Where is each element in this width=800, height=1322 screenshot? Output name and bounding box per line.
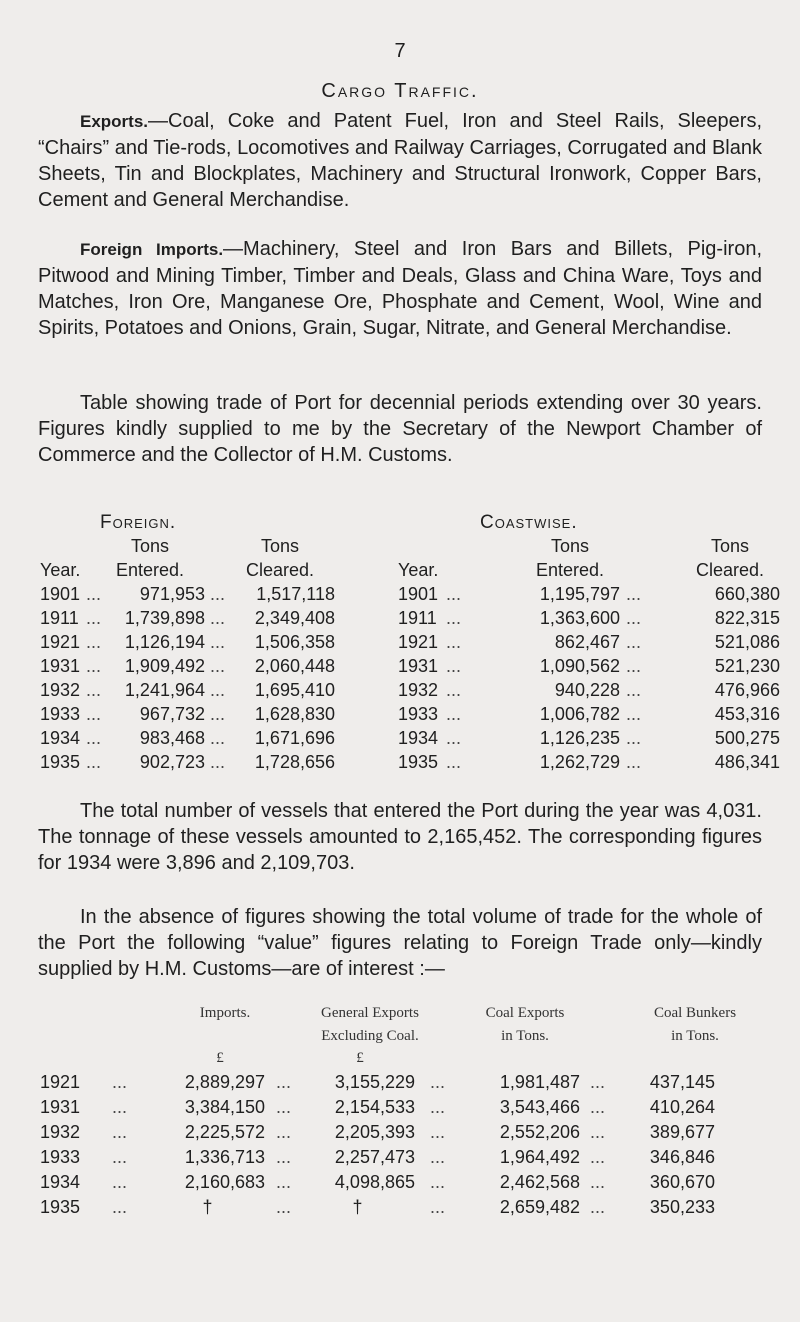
foreign-entered: 983,468 — [139, 728, 205, 748]
leader-dots: ... — [590, 1147, 606, 1167]
foreign-year: 1901 — [40, 584, 81, 604]
leader-dots: ... — [210, 584, 226, 604]
leader-dots: ... — [446, 728, 462, 748]
leader-dots: ... — [86, 632, 102, 652]
imports-header: Imports. — [199, 1005, 251, 1021]
leader-dots: ... — [210, 632, 226, 652]
foreign-entered: 1,739,898 — [124, 608, 205, 628]
imports-lead: Foreign Imports. — [80, 240, 224, 259]
foreign-entered-tons: Tons — [130, 536, 170, 556]
page-number: 7 — [394, 40, 406, 62]
gen-exports-value: † — [352, 1197, 363, 1217]
leader-dots: ... — [446, 584, 462, 604]
leader-dots: ... — [86, 704, 102, 724]
imports-value: 1,336,713 — [184, 1147, 265, 1167]
imports-paragraph — [38, 236, 762, 341]
foreign-year: 1931 — [40, 656, 81, 676]
coastwise-entered: 1,126,235 — [539, 728, 620, 748]
foreign-entered: 971,953 — [139, 584, 205, 604]
gen-exports-value: 3,155,229 — [334, 1072, 415, 1092]
coastwise-cleared: 500,275 — [714, 728, 780, 748]
leader-dots: ... — [590, 1097, 606, 1117]
value-year: 1932 — [40, 1122, 81, 1142]
leader-dots: ... — [626, 656, 642, 676]
foreign-entered: 967,732 — [139, 704, 205, 724]
coal-bunkers-value: 437,145 — [649, 1072, 715, 1092]
leader-dots: ... — [86, 680, 102, 700]
leader-dots: ... — [112, 1197, 128, 1217]
coastwise-cleared: 453,316 — [714, 704, 780, 724]
coastwise-entered-tons: Tons — [550, 536, 590, 556]
coastwise-entered: 862,467 — [554, 632, 620, 652]
leader-dots: ... — [430, 1197, 446, 1217]
coal-exports-value: 2,462,568 — [499, 1172, 580, 1192]
leader-dots: ... — [626, 584, 642, 604]
leader-dots: ... — [626, 752, 642, 772]
foreign-cleared-header: Cleared. — [245, 560, 315, 580]
foreign-entered-header: Entered. — [115, 560, 185, 580]
leader-dots: ... — [430, 1122, 446, 1142]
value-year: 1933 — [40, 1147, 81, 1167]
leader-dots: ... — [276, 1097, 292, 1117]
leader-dots: ... — [626, 704, 642, 724]
foreign-year-header: Year. — [40, 560, 81, 580]
leader-dots: ... — [590, 1197, 606, 1217]
leader-dots: ... — [210, 752, 226, 772]
leader-dots: ... — [446, 608, 462, 628]
foreign-year: 1933 — [40, 704, 81, 724]
value-year: 1934 — [40, 1172, 81, 1192]
leader-dots: ... — [210, 608, 226, 628]
gen-exports-header-2: Excluding Coal. — [321, 1028, 419, 1044]
coastwise-year: 1933 — [398, 704, 439, 724]
leader-dots: ... — [86, 608, 102, 628]
coastwise-year: 1932 — [398, 680, 439, 700]
coastwise-entered: 1,363,600 — [539, 608, 620, 628]
coal-exports-value: 2,659,482 — [499, 1197, 580, 1217]
leader-dots: ... — [276, 1172, 292, 1192]
leader-dots: ... — [446, 704, 462, 724]
coastwise-cleared: 660,380 — [714, 584, 780, 604]
coastwise-year-header: Year. — [398, 560, 439, 580]
leader-dots: ... — [626, 632, 642, 652]
imports-text: —Machinery, Steel and Iron Bars and Billets, Pig-iron, Pitwood and Mining Timber, Timber and Deals, Glass and China Ware, Toys and Matches, Iron Ore, Manganese Ore, Phosphate and Cement, Wool, Wine and Spirits, Potatoes and Onions, Grain, Sugar, Nitrate, and General Merchandise. — [38, 238, 762, 339]
coastwise-year: 1901 — [398, 584, 439, 604]
leader-dots: ... — [430, 1072, 446, 1092]
coal-bunkers-value: 360,670 — [649, 1172, 715, 1192]
leader-dots: ... — [276, 1122, 292, 1142]
foreign-year: 1932 — [40, 680, 81, 700]
coastwise-cleared-tons: Tons — [710, 536, 750, 556]
coastwise-year: 1911 — [398, 608, 437, 628]
leader-dots: ... — [626, 680, 642, 700]
imports-currency: £ — [216, 1050, 224, 1066]
page-title: Cargo Traffic. — [321, 80, 479, 102]
coal-exports-value: 3,543,466 — [499, 1097, 580, 1117]
value-year: 1931 — [40, 1097, 81, 1117]
table-intro: Table showing trade of Port for decennial periods extending over 30 years. Figures kindly supplied to me by the Secretary of the Newport Chamber of Commerce and the Collector of H.M. Customs. — [38, 392, 762, 466]
foreign-cleared: 1,517,118 — [256, 584, 335, 604]
foreign-year: 1935 — [40, 752, 81, 772]
coal-exports-value: 1,964,492 — [499, 1147, 580, 1167]
foreign-year: 1934 — [40, 728, 81, 748]
coal-bunkers-header-2: in Tons. — [671, 1028, 719, 1044]
coastwise-cleared: 521,086 — [714, 632, 780, 652]
leader-dots: ... — [86, 656, 102, 676]
foreign-label: Foreign. — [100, 512, 177, 533]
leader-dots: ... — [276, 1072, 292, 1092]
imports-value: 2,160,683 — [184, 1172, 265, 1192]
gen-exports-currency: £ — [356, 1050, 364, 1066]
foreign-entered: 1,241,964 — [124, 680, 205, 700]
value-year: 1921 — [40, 1072, 81, 1092]
imports-value: 2,889,297 — [184, 1072, 265, 1092]
coal-bunkers-value: 410,264 — [649, 1097, 715, 1117]
coastwise-year: 1934 — [398, 728, 439, 748]
coastwise-entered: 1,195,797 — [539, 584, 620, 604]
coastwise-entered: 1,006,782 — [539, 704, 620, 724]
foreign-year: 1921 — [40, 632, 81, 652]
coastwise-cleared: 486,341 — [714, 752, 780, 772]
coastwise-year: 1935 — [398, 752, 439, 772]
gen-exports-value: 2,205,393 — [334, 1122, 415, 1142]
leader-dots: ... — [112, 1147, 128, 1167]
exports-paragraph — [38, 108, 762, 213]
leader-dots: ... — [112, 1122, 128, 1142]
leader-dots: ... — [112, 1172, 128, 1192]
leader-dots: ... — [430, 1172, 446, 1192]
foreign-cleared: 2,349,408 — [254, 608, 335, 628]
leader-dots: ... — [210, 656, 226, 676]
coastwise-cleared: 476,966 — [714, 680, 780, 700]
exports-text: —Coal, Coke and Patent Fuel, Iron and Steel Rails, Sleepers, “Chairs” and Tie-rods, Locomotives and Railway Carriages, Corrugated and Blank Sheets, Tin and Blockplates, Machinery and Structural Ironwork, Copper Bars, Cement and General Merchandise. — [38, 110, 762, 211]
coal-bunkers-value: 346,846 — [649, 1147, 715, 1167]
leader-dots: ... — [86, 752, 102, 772]
imports-value: † — [202, 1197, 213, 1217]
gen-exports-value: 2,257,473 — [334, 1147, 415, 1167]
leader-dots: ... — [210, 704, 226, 724]
coal-exports-value: 2,552,206 — [499, 1122, 580, 1142]
leader-dots: ... — [276, 1197, 292, 1217]
foreign-year: 1911 — [40, 608, 79, 628]
coal-bunkers-value: 350,233 — [649, 1197, 715, 1217]
leader-dots: ... — [430, 1097, 446, 1117]
coal-exports-value: 1,981,487 — [499, 1072, 580, 1092]
leader-dots: ... — [626, 728, 642, 748]
leader-dots: ... — [446, 632, 462, 652]
coastwise-entered-header: Entered. — [535, 560, 605, 580]
coastwise-cleared: 822,315 — [714, 608, 780, 628]
coal-bunkers-value: 389,677 — [649, 1122, 715, 1142]
coastwise-year: 1931 — [398, 656, 439, 676]
leader-dots: ... — [276, 1147, 292, 1167]
foreign-cleared: 1,695,410 — [254, 680, 335, 700]
foreign-cleared: 1,506,358 — [254, 632, 335, 652]
coastwise-year: 1921 — [398, 632, 439, 652]
leader-dots: ... — [446, 680, 462, 700]
foreign-cleared-tons: Tons — [260, 536, 300, 556]
foreign-entered: 902,723 — [139, 752, 205, 772]
foreign-cleared: 1,671,696 — [254, 728, 335, 748]
leader-dots: ... — [446, 656, 462, 676]
foreign-cleared: 1,628,830 — [254, 704, 335, 724]
leader-dots: ... — [446, 752, 462, 772]
leader-dots: ... — [626, 608, 642, 628]
coastwise-entered: 1,090,562 — [539, 656, 620, 676]
leader-dots: ... — [590, 1172, 606, 1192]
leader-dots: ... — [210, 728, 226, 748]
gen-exports-value: 2,154,533 — [334, 1097, 415, 1117]
foreign-entered: 1,909,492 — [124, 656, 205, 676]
gen-exports-value: 4,098,865 — [334, 1172, 415, 1192]
coal-bunkers-header-1: Coal Bunkers — [653, 1005, 737, 1021]
coal-exports-header-2: in Tons. — [501, 1028, 549, 1044]
coal-exports-header-1: Coal Exports — [485, 1005, 565, 1021]
coastwise-label: Coastwise. — [480, 512, 578, 533]
value-year: 1935 — [40, 1197, 81, 1217]
gen-exports-header-1: General Exports — [321, 1005, 419, 1021]
leader-dots: ... — [590, 1072, 606, 1092]
leader-dots: ... — [590, 1122, 606, 1142]
leader-dots: ... — [86, 584, 102, 604]
coastwise-entered: 1,262,729 — [539, 752, 620, 772]
imports-value: 2,225,572 — [184, 1122, 265, 1142]
leader-dots: ... — [86, 728, 102, 748]
leader-dots: ... — [210, 680, 226, 700]
foreign-cleared: 2,060,448 — [254, 656, 335, 676]
foreign-cleared: 1,728,656 — [254, 752, 335, 772]
leader-dots: ... — [430, 1147, 446, 1167]
exports-lead: Exports. — [80, 112, 149, 131]
imports-value: 3,384,150 — [184, 1097, 265, 1117]
coastwise-entered: 940,228 — [554, 680, 620, 700]
value-intro-paragraph: In the absence of figures showing the total volume of trade for the whole of the Port the following “value” figures relating to Foreign Trade only—kindly supplied by H.M. Customs—are of interest :— — [38, 906, 762, 980]
leader-dots: ... — [112, 1097, 128, 1117]
vessels-paragraph: The total number of vessels that entered the Port during the year was 4,031. The tonnage of these vessels amounted to 2,165,452. The corresponding figures for 1934 were 3,896 and 2,109,703. — [38, 800, 762, 874]
leader-dots: ... — [112, 1072, 128, 1092]
coastwise-cleared: 521,230 — [714, 656, 780, 676]
coastwise-cleared-header: Cleared. — [695, 560, 765, 580]
foreign-entered: 1,126,194 — [124, 632, 205, 652]
